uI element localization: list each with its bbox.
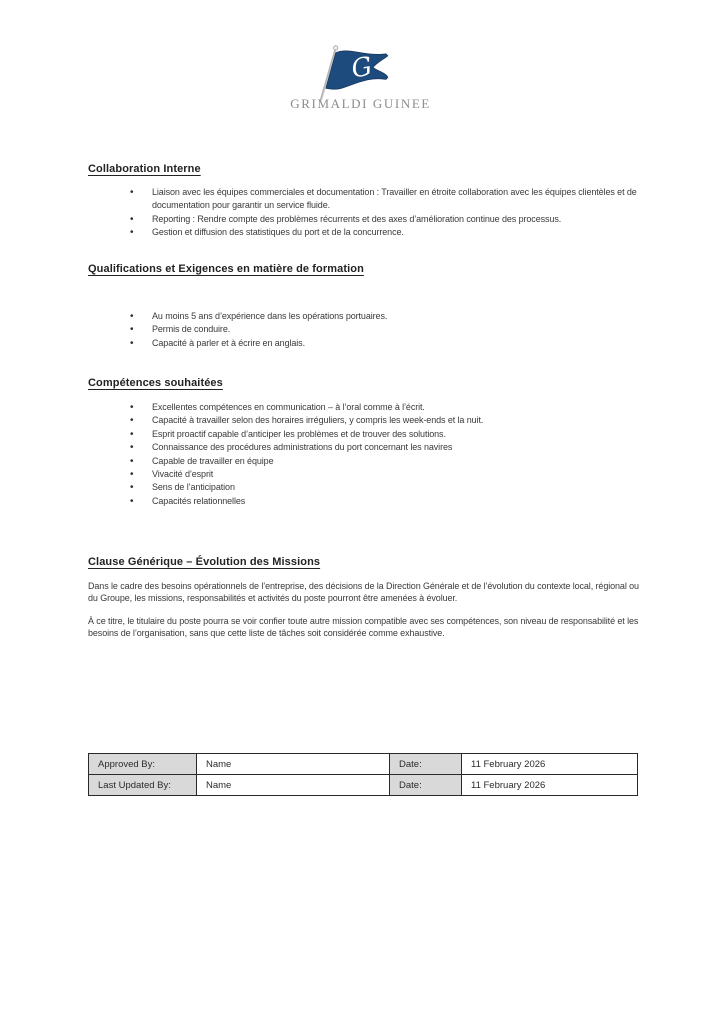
approved-date-label: Date: [390,754,462,775]
flag-letter: G [349,51,375,85]
list-item: • Esprit proactif capable d’anticiper les problèmes et de trouver des solutions. [88,428,639,441]
list-item: • Capacité à travailler selon des horaires irréguliers, y compris les week-ends et la nuit. [88,414,639,427]
grimaldi-flag-icon [305,44,417,103]
last-updated-date-value: 11 February 2026 [462,775,638,796]
competences-list [88,401,639,508]
list-item: • Connaissance des procédures administrations du port concernant les navires [88,441,639,454]
company-name: GRIMALDI GUINEE [290,96,431,111]
approval-table [88,753,638,796]
clause-paragraph-1: Dans le cadre des besoins opérationnels de l’entreprise, des décisions de la Direction Générale et de l’évolution du contexte local, régional ou du Groupe, les missions, responsabilités et activités du poste pourront être amenées à évoluer. [88,581,639,603]
approved-by-label: Approved By: [89,754,197,775]
last-updated-date-label: Date: [390,775,462,796]
heading-collaboration-interne: Collaboration Interne [88,163,201,175]
company-logo [290,44,431,112]
last-updated-by-name: Name [197,775,390,796]
list-item: • Permis de conduire. [88,323,639,336]
table-row [89,775,638,796]
approved-by-name: Name [197,754,390,775]
heading-competences: Compétences souhaitées [88,377,223,389]
list-item: • Capacité à parler et à écrire en anglais. [88,337,639,350]
list-item: • Sens de l’anticipation [88,481,639,494]
heading-qualifications: Qualifications et Exigences en matière de formation [88,263,364,275]
list-item: • Excellentes compétences en communication – à l’oral comme à l’écrit. [88,401,639,414]
clause-paragraph-2: À ce titre, le titulaire du poste pourra se voir confier toute autre mission compatible avec ses compétences, son niveau de responsabilité et les besoins de l’organisation, sans que cette liste de tâches soit considérée comme exhaustive. [88,616,639,638]
list-item: • Capacités relationnelles [88,495,639,508]
last-updated-by-label: Last Updated By: [89,775,197,796]
qualifications-list [88,310,639,350]
list-item: • Vivacité d’esprit [88,468,639,481]
list-item: • Reporting : Rendre compte des problèmes récurrents et des axes d’amélioration continue des processus. [88,213,639,226]
list-item: • Liaison avec les équipes commerciales et documentation : Travailler en étroite collaboration avec les équipes clientèles et de documentation pour garantir un service fluide. [88,186,639,213]
list-item: • Gestion et diffusion des statistiques du port et de la concurrence. [88,226,639,239]
approved-date-value: 11 February 2026 [462,754,638,775]
list-item: • Capable de travailler en équipe [88,455,639,468]
table-row [89,754,638,775]
list-item: • Au moins 5 ans d’expérience dans les opérations portuaires. [88,310,639,323]
heading-clause-generique: Clause Générique – Évolution des Missions [88,556,321,568]
collaboration-interne-list [88,186,639,240]
